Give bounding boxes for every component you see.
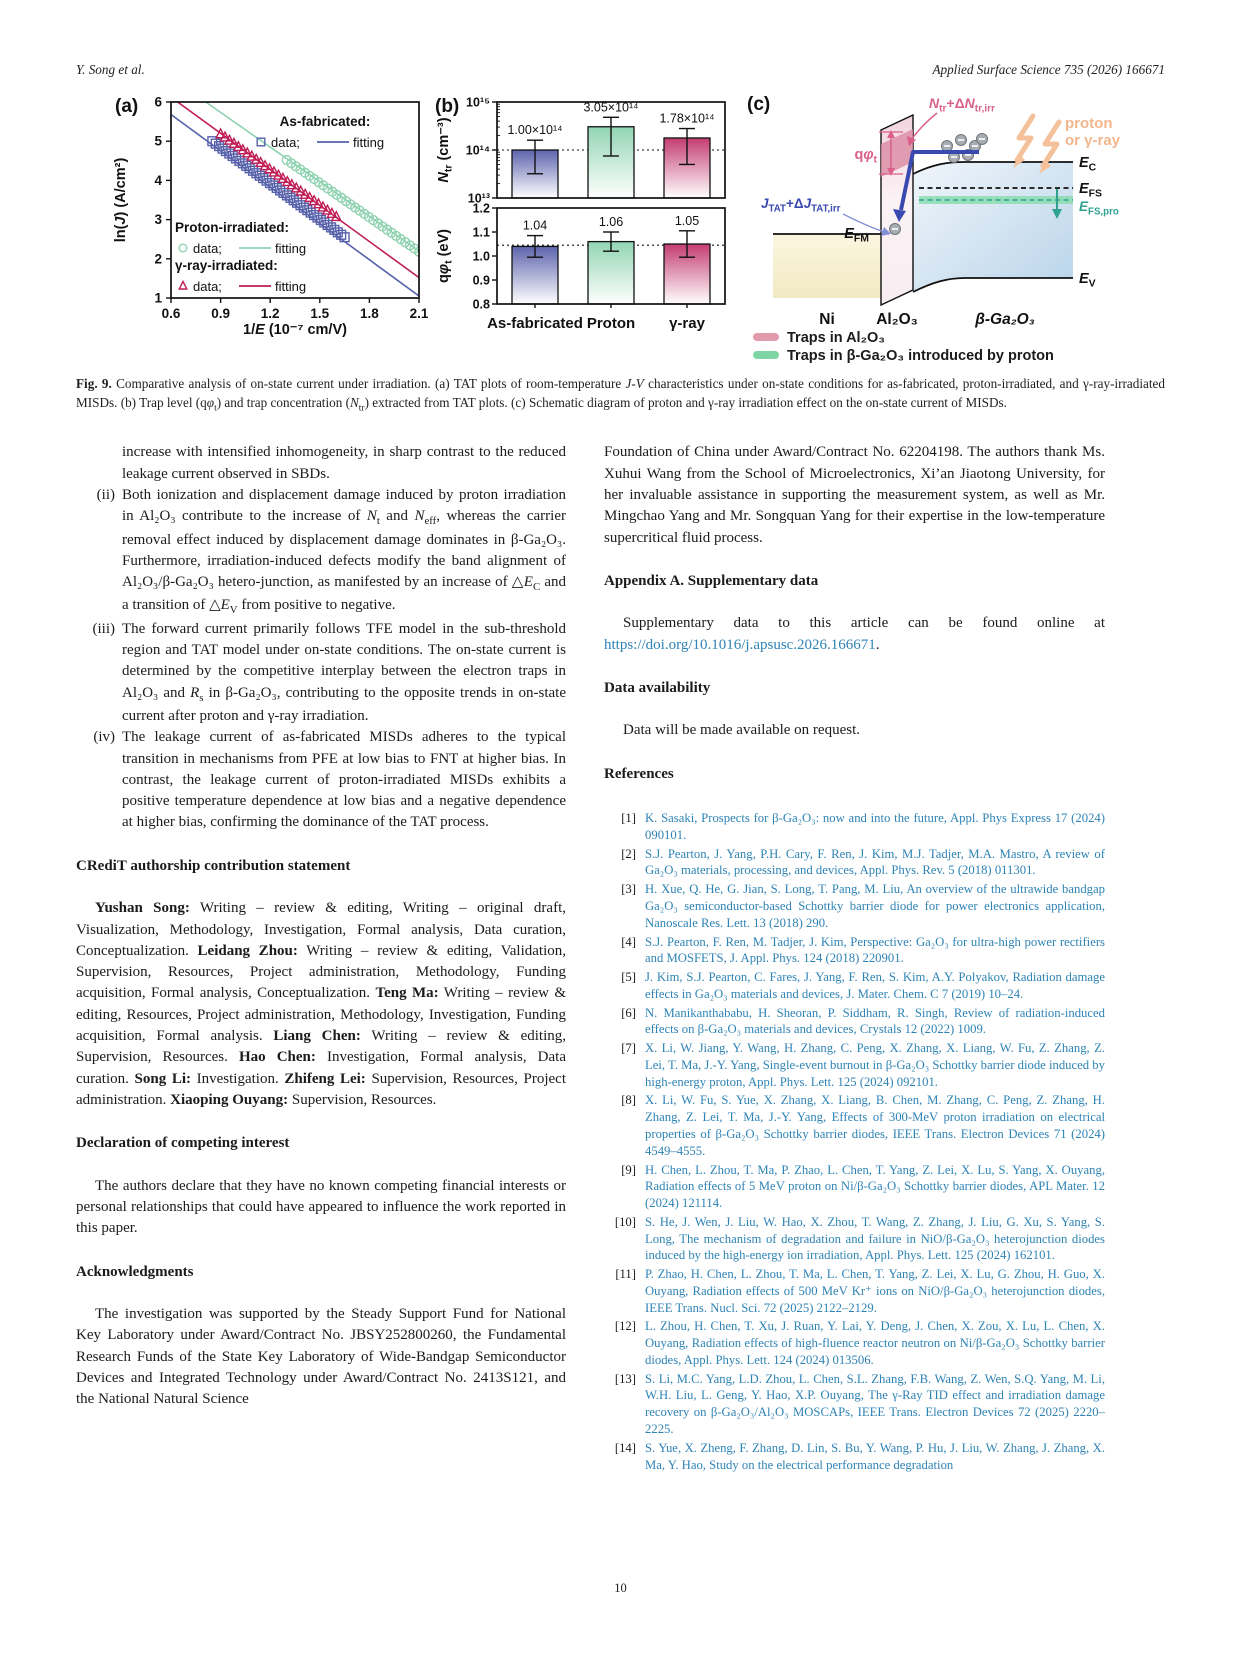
- bar-value-label: 1.04: [522, 218, 547, 233]
- conclusion-item: [76, 619, 566, 728]
- y-axis-label-ntr: $N_{tr}$ (cm⁻³): [435, 117, 454, 183]
- reference-item: [604, 1092, 1105, 1159]
- reference-link[interactable]: S. Yue, X. Zheng, F. Zhang, D. Lin, S. Bu, Y. Wang, P. Hu, J. Liu, W. Zhang, J. Zhang, X. Ma, Y. Hao, Study on the electrical performance degradation: [645, 1440, 1105, 1472]
- legend-fit-label: fitting: [352, 135, 384, 150]
- reference-link[interactable]: S.J. Pearton, F. Ren, M. Tadjer, J. Kim, Perspective: Ga₂O₃ for ultra-high power rectifiers and MOSFETS, J. Appl. Phys. 124 (2018) 220901.: [645, 934, 1105, 966]
- y-tick-label: 10¹³: [467, 191, 490, 206]
- right-column: [604, 442, 1105, 1475]
- reference-item: [604, 1162, 1105, 1212]
- figure-panel-c-band-diagram: [733, 86, 1133, 366]
- reference-number: [9]: [621, 1162, 636, 1177]
- y-tick-label: 0.8: [472, 297, 490, 312]
- reference-number: [13]: [614, 1371, 636, 1386]
- data-availability-text: Data will be made available on request.: [623, 722, 860, 739]
- al2o3-material-label: Al₂O₃: [875, 311, 918, 328]
- reference-item: [604, 881, 1105, 931]
- reference-number: [4]: [621, 934, 636, 949]
- reference-link[interactable]: L. Zhou, H. Chen, T. Xu, J. Ruan, Y. Lai, Y. Deng, J. Chen, X. Zou, X. Lu, L. Chen, X. Ouyang, Radiation effects of high-fluence reactor neutron on Ni/β-Ga₂O₃ Schottky barrier diodes, Appl. Phys. Lett. 124 (2024) 013506.: [645, 1319, 1105, 1367]
- header-authors: Y. Song et al.: [76, 62, 145, 77]
- header-journal: Applied Surface Science 735 (2026) 166671: [932, 62, 1165, 77]
- section-paragraph: The authors declare that they have no known competing financial interests or personal relationships that could have appeared to influence the work reported in this paper.: [76, 1177, 566, 1237]
- reference-item: [604, 969, 1105, 1003]
- y-tick-label: 1.0: [472, 249, 490, 264]
- category-label: As-fabricated: [486, 315, 583, 332]
- legend-fit-label: fitting: [274, 279, 306, 294]
- bar-value-label: 3.05×10¹⁴: [582, 100, 639, 115]
- reference-number: [6]: [621, 1005, 636, 1020]
- section-heading: CRediT authorship contribution statement: [76, 857, 351, 874]
- y-axis-label-qphi: $q\varphi_t$ (eV): [435, 229, 454, 283]
- reference-number: [11]: [615, 1267, 636, 1282]
- legend-swatch-ga2o3-traps: [753, 351, 779, 359]
- conclusion-item: [76, 727, 566, 833]
- page-header: [0, 0, 1241, 78]
- legend-label-al2o3-traps: Traps in Al₂O₃: [786, 330, 885, 346]
- y-axis-label: ln(J) (A/cm²): [112, 157, 129, 243]
- reference-link[interactable]: P. Zhao, H. Chen, L. Zhou, T. Ma, L. Chen, T. Yang, Z. Lei, X. Lu, G. Zhou, H. Guo, X. Ouyang, Radiation effects of 500 MeV Kr⁺ ions on NiO/β-Ga₂O₃ heterojunction diodes, IEEE Trans. Nucl. Sci. 72 (2025) 2122–2129.: [645, 1267, 1105, 1315]
- bar-value-label: 1.05: [674, 213, 699, 228]
- conclusion-item-text: Both ionization and displacement damage induced by proton irradiation in Al₂O₃ contribute to the increase of $N_t$ and $N_{eff}$, whereas the carrier removal effect induced by displacement damage dominates in β-Ga₂O₃. Furthermore, irradiation-induced defects modify the band alignment of Al₂O₃/β-Ga₂O₃ hetero-junction, as manifested by an increase of $\triangle E_C$ and a transition of $\triangle E_V$ from positive to negative.: [122, 486, 566, 617]
- section-heading: Acknowledgments: [76, 1263, 194, 1280]
- reference-link[interactable]: S. He, J. Wen, J. Liu, W. Hao, X. Zhou, T. Wang, Z. Zhang, J. Liu, G. Xu, S. Yang, S. Long, The mechanism of degradation and failure in NiO/β-Ga₂O₃ heterojunction diodes induced by the high-energy ion irradiation, Appl. Phys. Lett. 125 (2024) 162101.: [645, 1214, 1105, 1263]
- category-label: Proton: [586, 315, 635, 332]
- legend-data-label: data;: [192, 279, 222, 294]
- ntr-delta-label: $N_{tr}+\Delta N_{tr,irr}$: [928, 95, 995, 115]
- bar-value-label: 1.78×10¹⁴: [658, 111, 715, 126]
- reference-link[interactable]: K. Sasaki, Prospects for β-Ga₂O₃: now and into the future, Appl. Phys Express 17 (2024) 090101.: [645, 811, 1105, 842]
- data-point-triangle: [179, 281, 187, 289]
- y-tick-label: 1: [153, 290, 162, 306]
- panel-c-label: (c): [746, 94, 770, 115]
- page-number: 10: [614, 1581, 627, 1595]
- reference-item: [604, 1214, 1105, 1264]
- proton-label-line1: proton: [1064, 115, 1112, 132]
- section-heading: Declaration of competing interest: [76, 1135, 290, 1152]
- reference-link[interactable]: S.J. Pearton, J. Yang, P.H. Cary, F. Ren, J. Kim, M.J. Tadjer, M.A. Mastro, A review of Ga₂O₃ materials, processing, and devices, Appl. Phys. Rev. 5 (2018) 011301.: [645, 846, 1105, 878]
- y-tick-label: 10¹⁴: [465, 143, 490, 158]
- legend-title-gamma: γ-ray-irradiated:: [174, 258, 278, 273]
- y-tick-label: 1.2: [472, 201, 490, 216]
- section-paragraph: The investigation was supported by the Steady Support Fund for National Key Laboratory under Award/Contract No. JBSY252800260, the Fundamental Research Funds of the State Key Laboratory of Wide-Bandgap Semiconductor Devices and Integrated Technology under Award/Contract No. 2413S121, and the National Natural Science: [76, 1306, 566, 1408]
- reference-link[interactable]: X. Li, W. Jiang, Y. Wang, H. Zhang, C. Peng, X. Zhang, X. Liang, W. Fu, Z. Zhang, Z. Lei, T. Ma, J.-Y. Yang, Single-event burnout in β-Ga₂O₃ Schottky barrier diode induced by high-energy proton, Appl. Phys. Lett. 125 (2024) 092101.: [645, 1041, 1105, 1089]
- legend-data-label: data;: [192, 241, 222, 256]
- reference-number: [2]: [621, 846, 636, 861]
- x-tick-label: 1.5: [309, 306, 329, 321]
- reference-item: [604, 810, 1105, 844]
- reference-item: [604, 1371, 1105, 1438]
- efm-label: $E_{FM}$: [843, 226, 869, 245]
- data-point-circle: [179, 244, 187, 252]
- figure-caption: Fig. 9. Comparative analysis of on-state current under irradiation. (a) TAT plots of room-temperature J-V characteristics under on-state conditions for as-fabricated, proton-irradiated, and γ-ray-irradiated MISDs. (b) Trap level $(q\varphi_t)$ and trap concentration $(N_{tr})$ extracted from TAT plots. (c) Schematic diagram of proton and γ-ray irradiation effect on the on-state current of MISDs.: [76, 376, 1165, 414]
- conclusion-item-text: The leakage current of as-fabricated MISDs adheres to the typical transition in mechanisms from PFE at low bias to FNT at higher bias. In contrast, the leakage current of proton-irradiated MISDs exhibits a positive temperature dependence at low bias and a negative dependence at higher bias, confirming the dominance of the TAT process.: [122, 729, 566, 831]
- legend-title-proton: Proton-irradiated:: [174, 220, 289, 235]
- bar-value-label: 1.06: [598, 215, 623, 229]
- qphi-label: $q\varphi_t$: [853, 147, 877, 166]
- ni-material-label: Ni: [818, 311, 835, 328]
- reference-number: [10]: [614, 1214, 636, 1229]
- doi-link[interactable]: https://doi.org/10.1016/j.apsusc.2026.166671: [604, 636, 876, 653]
- x-tick-label: 1.2: [260, 306, 280, 321]
- conclusion-list: [76, 442, 566, 833]
- reference-number: [5]: [621, 970, 636, 985]
- figure-panel-b-bar-charts: [431, 86, 733, 366]
- section-paragraph: Yushan Song: Writing – review & editing, Writing – original draft, Visualization, Methodology, Investigation, Formal analysis, Data curation, Conceptualization. Leidang Zhou: Writing – review & editing, Validation, Supervision, Resources, Project administration, Methodology, Funding acquisition, Formal analysis, Conceptualization. Teng Ma: Writing – review & editing, Resources, Project administration, Methodology, Investigation, Funding acquisition, Formal analysis. Liang Chen: Writing – review & editing, Supervision, Resources. Hao Chen: Investigation, Formal analysis, Data curation. Song Li: Investigation. Zhifeng Lei: Supervision, Resources, Project administration. Xiaoping Ouyang: Supervision, Resources.: [76, 900, 567, 1108]
- legend-data-label: data;: [270, 135, 300, 150]
- y-tick-label: 5: [153, 133, 162, 149]
- reference-item: [604, 1440, 1105, 1474]
- proton-label-line2: or γ-ray: [1064, 132, 1120, 149]
- reference-link[interactable]: H. Xue, Q. He, G. Jian, S. Long, T. Pang, M. Liu, An overview of the ultrawide bandgap Ga₂O₃ semiconductor-based Schottky barrier diode for power electronics application, Nanoscale Res. Lett. 13 (2018) 290.: [645, 882, 1105, 930]
- reference-item: [604, 1318, 1105, 1368]
- reference-number: [3]: [621, 882, 636, 897]
- efspro-label: $E_{FS,pro}$: [1078, 199, 1119, 218]
- reference-list: [604, 810, 1105, 1473]
- reference-link[interactable]: J. Kim, S.J. Pearton, C. Fares, J. Yang, F. Ren, S. Kim, A.Y. Polyakov, Radiation damage effects in Ga₂O₃ materials and devices, J. Mater. Chem. C 7 (2019) 10–24.: [645, 970, 1105, 1001]
- x-axis-label: 1/E (10⁻⁷ cm/V): [242, 322, 347, 338]
- reference-number: [7]: [621, 1041, 636, 1056]
- reference-link[interactable]: S. Li, M.C. Yang, L.D. Zhou, L. Chen, S.L. Zhang, F.B. Wang, Z. Wen, S.Q. Yang, M. Li, W.H. Liu, L. Geng, Y. Hao, X.P. Ouyang, The γ-Ray TID effect and irradiation damage recovery on β-Ga₂O₃/Al₂O₃ MOSCAPs, IEEE Trans. Electron Devices 72 (2025) 2220–2225.: [645, 1371, 1105, 1436]
- legend-fit-label: fitting: [274, 241, 306, 256]
- x-tick-label: 1.8: [359, 306, 379, 321]
- figure-9: [0, 86, 1241, 366]
- conclusion-item-marker: (ii): [96, 486, 115, 503]
- x-tick-label: 0.9: [210, 306, 230, 321]
- conclusion-item-marker: (iv): [93, 729, 115, 746]
- conclusion-item-marker: [76, 442, 122, 485]
- reference-link[interactable]: H. Chen, L. Zhou, T. Ma, P. Zhao, L. Chen, T. Yang, Z. Lei, X. Lu, S. Yang, X. Ouyang, Radiation effects of 5 MeV proton on Ni/β-Ga₂O₃ Schottky barrier diodes, APL Mater. 12 (2024) 121114.: [645, 1162, 1105, 1211]
- reference-link[interactable]: X. Li, W. Fu, S. Yue, X. Zhang, X. Liang, B. Chen, M. Zhang, C. Peng, Z. Zhang, H. Zhang, Z. Lei, T. Ma, J.-Y. Yang, Effects of 300-MeV proton irradiation on electrical properties of β-Ga₂O₃ Schottky barrier diodes, IEEE Trans. Electron Devices 71 (2024) 4549–4555.: [645, 1093, 1105, 1158]
- reference-number: [12]: [614, 1319, 636, 1334]
- reference-number: [1]: [621, 811, 636, 826]
- reference-number: [14]: [614, 1440, 636, 1455]
- appendix-text-end: .: [875, 636, 880, 653]
- y-tick-label: 0.9: [472, 273, 490, 288]
- reference-item: [604, 934, 1105, 968]
- data-availability-heading: Data availability: [604, 679, 711, 696]
- y-tick-label: 10¹⁵: [465, 95, 490, 110]
- electron-cluster: [941, 134, 987, 163]
- reference-item: [604, 1040, 1105, 1090]
- panel-a-label: (a): [114, 96, 138, 117]
- appendix-paragraph: [604, 613, 1105, 656]
- acknowledgments-continuation: Foundation of China under Award/Contract No. 62204198. The authors thank Ms. Xuhui Wang from the School of Microelectronics, Xi’an Jiaotong University, for her invaluable assistance in supporting the measurement system, as well as Mr. Mingchao Yang and Mr. Songquan Yang for their expertise in the low-temperature supercritical fluid process.: [604, 444, 1105, 546]
- reference-number: [8]: [621, 1093, 636, 1108]
- legend-label-ga2o3-traps: Traps in β-Ga₂O₃ introduced by proton: [786, 348, 1054, 364]
- references-heading: References: [604, 765, 674, 782]
- y-tick-label: 3: [153, 212, 162, 228]
- left-column: [76, 442, 566, 1475]
- y-tick-label: 2: [153, 251, 162, 267]
- panel-b-label: (b): [434, 96, 459, 117]
- conclusion-item-marker: (iii): [92, 620, 115, 637]
- ntr-arrow: [911, 113, 937, 140]
- legend-title-as-fabricated: As-fabricated:: [279, 114, 370, 129]
- x-tick-label: 2.1: [409, 306, 428, 321]
- ga2o3-material-label: β-Ga₂O₃: [974, 311, 1035, 328]
- legend-swatch-al2o3-traps: [753, 333, 779, 341]
- bar-value-label: 1.00×10¹⁴: [506, 123, 563, 138]
- left-sections: [76, 857, 566, 1411]
- appendix-heading: Appendix A. Supplementary data: [604, 572, 819, 589]
- reference-item: [604, 1266, 1105, 1316]
- y-tick-label: 6: [153, 94, 162, 110]
- conclusion-item-text: increase with intensified inhomogeneity, in sharp contrast to the reduced leakage current observed in SBDs.: [122, 444, 566, 482]
- reference-item: [604, 846, 1105, 880]
- appendix-text: Supplementary data to this article can be found online at: [623, 615, 1105, 632]
- x-tick-label: 0.6: [161, 306, 180, 321]
- jtat-label: $J_{TAT}+\Delta J_{TAT,irr}$: [760, 196, 840, 215]
- reference-item: [604, 1005, 1105, 1039]
- reference-link[interactable]: N. Manikanthababu, H. Sheoran, P. Siddham, R. Singh, Review of radiation-induced effects on β-Ga₂O₃ materials and devices, Crystals 12 (2022) 1009.: [645, 1005, 1105, 1037]
- figure-panel-a-tat-plot: [109, 86, 431, 366]
- y-tick-label: 4: [153, 172, 162, 188]
- ev-label: $E_V$: [1078, 271, 1096, 290]
- two-column-body: [76, 442, 1165, 1475]
- conclusion-item-text: The forward current primarily follows TFE model in the sub-threshold region and TAT model under on-state conditions. The on-state current is determined by the competitive interplay between the electron traps in Al₂O₃ and $R_s$ in β-Ga₂O₃, contributing to the opposite trends in on-state current after proton and γ-ray irradiation.: [122, 620, 567, 724]
- category-label: γ-ray: [668, 315, 705, 332]
- ga2o3-region: [913, 162, 1073, 292]
- ec-label: $E_C$: [1078, 155, 1096, 174]
- conclusion-item: [76, 442, 566, 485]
- y-tick-label: 1.1: [472, 225, 490, 240]
- efs-label: $E_{FS}$: [1078, 181, 1102, 200]
- conclusion-item: [76, 485, 566, 619]
